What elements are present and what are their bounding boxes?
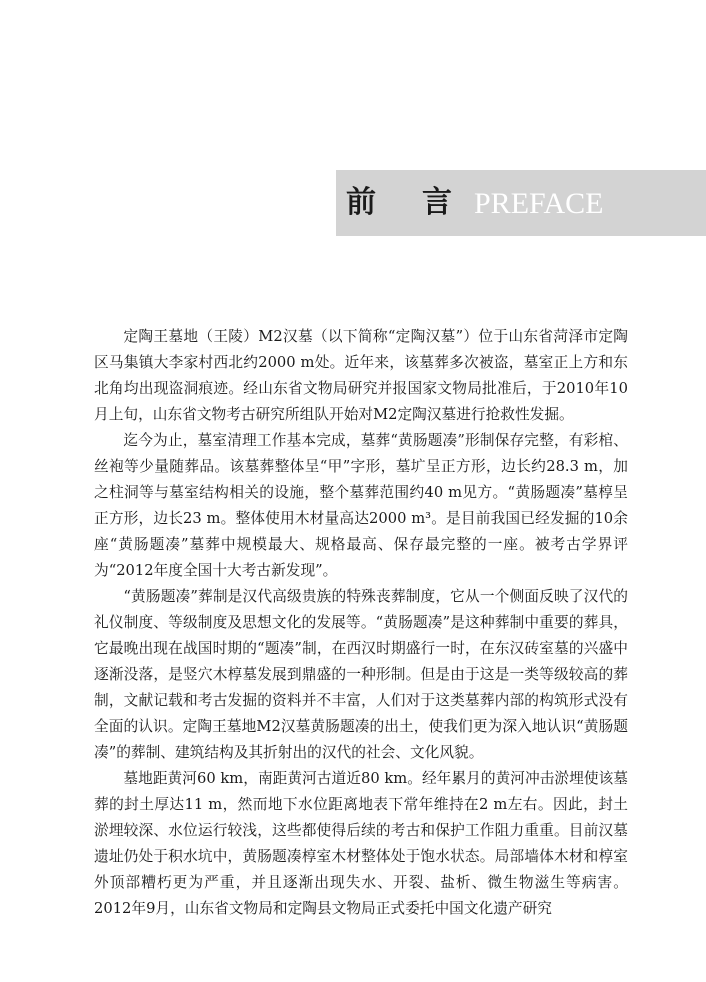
- page-title-english: PREFACE: [474, 187, 604, 220]
- preface-body: [94, 324, 628, 922]
- paragraph: 迄今为止，墓室清理工作基本完成，墓葬“黄肠题凑”形制保存完整，有彩棺、丝袍等少量随葬品。该墓葬整体呈“甲”字形，墓圹呈正方形，边长约28.3 m，加之柱洞等与墓室结构相关的设施，整个墓葬范围约40 m见方。“黄肠题凑”墓椁呈正方形，边长23 m。整体使用木材量高达2000 m³。是目前我国已经发掘的10余座“黄肠题凑”墓葬中规模最大、规格最高、保存最完整的一座。被考古学界评为“2012年度全国十大考古新发现”。: [94, 432, 628, 579]
- page-title: 前言: [346, 185, 498, 220]
- paragraph: “黄肠题凑”葬制是汉代高级贵族的特殊丧葬制度，它从一个侧面反映了汉代的礼仪制度、等级制度及思想文化的发展等。“黄肠题凑”是这种葬制中重要的葬具，它最晚出现在战国时期的“题凑”制，在西汉时期盛行一时，在东汉砖室墓的兴盛中逐渐没落，是竖穴木椁墓发展到鼎盛的一种形制。但是由于这是一类等级较高的葬制，文献记载和考古发掘的资料并不丰富，人们对于这类墓葬内部的构筑形式没有全面的认识。定陶王墓地M2汉墓黄肠题凑的出土，使我们更为深入地认识“黄肠题凑”的葬制、建筑结构及其折射出的汉代的社会、文化风貌。: [94, 588, 628, 761]
- paragraph: 定陶王墓地（王陵）M2汉墓（以下简称“定陶汉墓”）位于山东省菏泽市定陶区马集镇大李家村西北约2000 m处。近年来，该墓葬多次被盗，墓室正上方和东北角均出现盗洞痕迹。经山东省文物局研究并报国家文物局批准后，于2010年10月上旬，山东省文物考古研究所组队开始对M2定陶汉墓进行抢救性发掘。: [94, 328, 628, 423]
- paragraph: 墓地距黄河60 km，南距黄河古道近80 km。经年累月的黄河冲击淤埋使该墓葬的封土厚达11 m，然而地下水位距离地表下常年维持在2 m左右。因此，封土淤埋较深、水位运行较浅，这些都使得后续的考古和保护工作阻力重重。目前汉墓遗址仍处于积水坑中，黄肠题凑椁室木材整体处于饱水状态。局部墙体木材和椁室外顶部糟朽更为严重，并且逐渐出现失水、开裂、盐析、微生物滋生等病害。2012年9月，山东省文物局和定陶县文物局正式委托中国文化遗产研究: [94, 770, 628, 917]
